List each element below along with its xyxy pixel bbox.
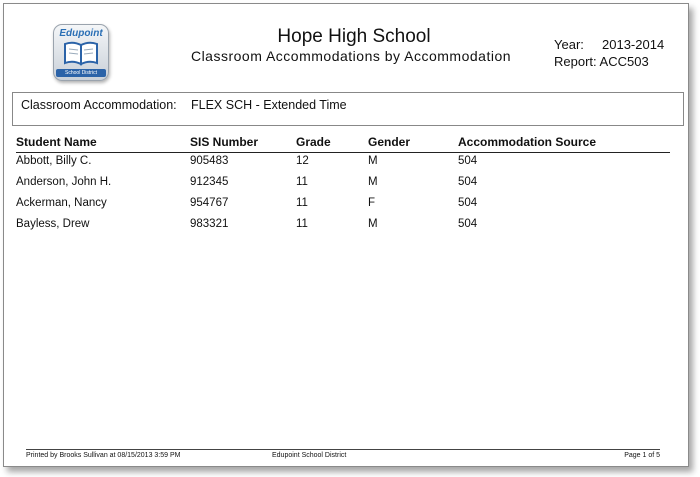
cell-gender: M [368, 155, 378, 167]
logo-district: School District [56, 69, 106, 77]
header-divider [16, 152, 670, 153]
report-page [3, 3, 689, 467]
col-header-student-name: Student Name [16, 135, 97, 149]
footer-divider [26, 449, 660, 450]
cell-student-name: Bayless, Drew [16, 218, 90, 230]
cell-accommodation-source: 504 [458, 176, 478, 188]
footer-district: Edupoint School District [272, 452, 347, 459]
accommodation-box [12, 92, 684, 126]
cell-accommodation-source: 504 [458, 197, 478, 209]
cell-sis-number: 912345 [190, 176, 229, 188]
col-header-sis-number: SIS Number [190, 135, 259, 149]
report-value: ACC503 [599, 54, 649, 69]
cell-grade: 11 [296, 197, 308, 209]
footer-page-number: Page 1 of 5 [624, 452, 660, 459]
cell-grade: 11 [296, 218, 308, 230]
cell-student-name: Abbott, Billy C. [16, 155, 92, 167]
col-header-accommodation-source: Accommodation Source [458, 135, 597, 149]
cell-accommodation-source: 504 [458, 218, 478, 230]
accommodation-value: FLEX SCH - Extended Time [191, 98, 347, 112]
cell-accommodation-source: 504 [458, 155, 478, 167]
report-label: Report: [554, 54, 597, 69]
cell-student-name: Ackerman, Nancy [16, 197, 107, 209]
logo-brand: Edupoint [59, 28, 103, 39]
cell-student-name: Anderson, John H. [16, 176, 112, 188]
footer-printed-by: Printed by Brooks Sullivan at 08/15/2013 3:59 PM [26, 452, 181, 459]
cell-gender: M [368, 176, 378, 188]
cell-sis-number: 983321 [190, 218, 229, 230]
cell-gender: F [368, 197, 376, 209]
col-header-gender: Gender [368, 135, 411, 149]
cell-grade: 11 [296, 176, 308, 188]
year-value: 2013-2014 [602, 37, 665, 52]
year-label: Year: [554, 37, 584, 52]
report-info [554, 54, 649, 69]
school-title: Hope High School [277, 26, 431, 47]
edupoint-logo [53, 24, 109, 81]
year-info [554, 37, 664, 52]
cell-gender: M [368, 218, 378, 230]
accommodation-label: Classroom Accommodation: [21, 98, 177, 112]
cell-grade: 12 [296, 155, 309, 167]
book-icon [63, 40, 99, 66]
cell-sis-number: 954767 [190, 197, 229, 209]
report-title: Classroom Accommodations by Accommodation [190, 48, 512, 64]
cell-sis-number: 905483 [190, 155, 229, 167]
col-header-grade: Grade [296, 135, 331, 149]
